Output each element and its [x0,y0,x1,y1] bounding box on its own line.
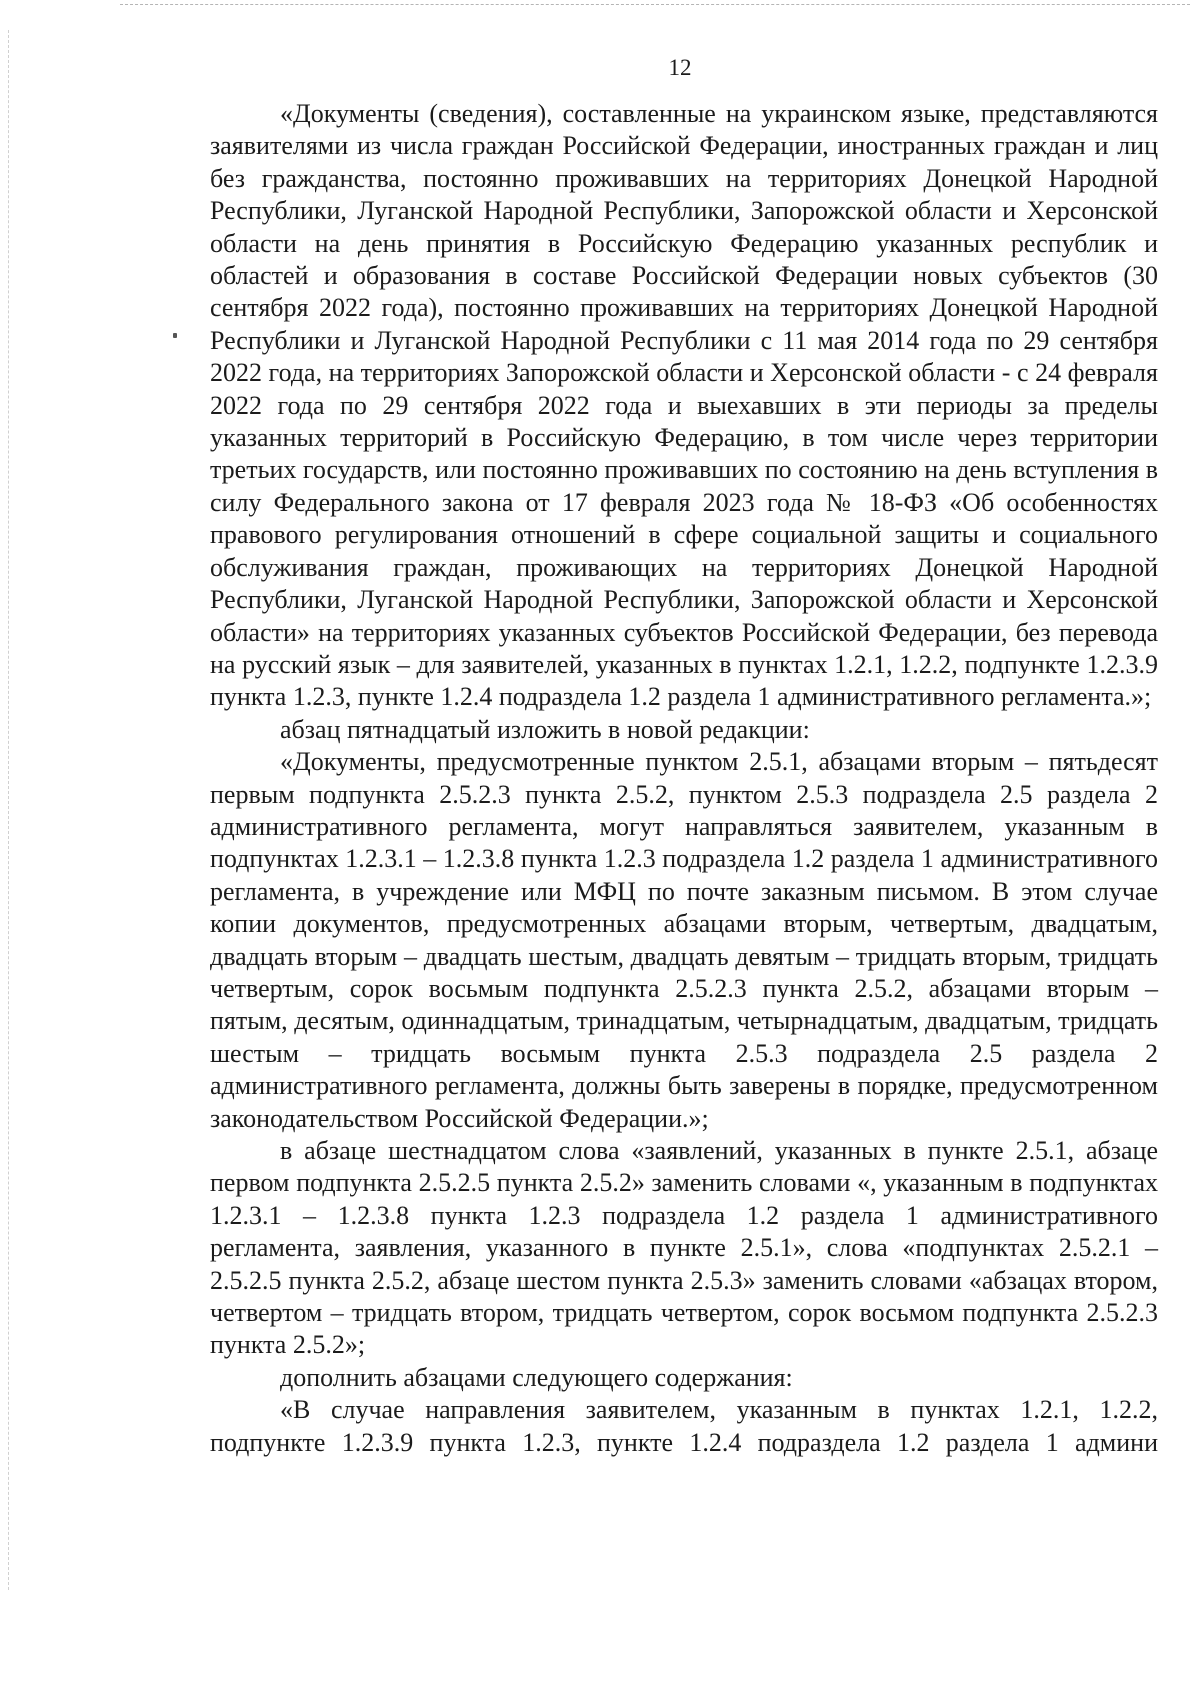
scan-speck [173,333,177,338]
paragraph: абзац пятнадцатый изложить в новой редакции: [280,714,810,744]
paragraph: дополнить абзацами следующего содержания: [280,1362,793,1392]
scan-border-left [8,30,10,1590]
document-body [210,98,1158,1459]
paragraph: в абзаце шестнадцатом слова «заявлений, указанных в пункте 2.5.1, абзаце первом подпункта 2.5.2.5 пункта 2.5.2» заменить словами «, указанным в подпунктах 1.2.3.1 – 1.2.3.8 пункта 1.2.3 подраздела 1.2 раздела 1 административного регламента, заявления, указанного в пункте 2.5.1», слова «подпунктах 2.5.2.1 – 2.5.2.5 пункта 2.5.2, абзаце шестом пункта 2.5.3» заменить словами «абзацах втором, четвертом – тридцать втором, тридцать четвертом, сорок восьмом подпункта 2.5.2.3 пункта 2.5.2»; [210,1136,1158,1360]
paragraph: «Документы (сведения), составленные на украинском языке, представляются заявителями из числа граждан Российской Федерации, иностранных граждан и лиц без гражданства, постоянно проживавших на территориях Донецкой Народной Республики, Луганской Народной Республики, Запорожской области и Херсонской области на день принятия в Российскую Федерацию указанных республик и областей и образования в составе Российской Федерации новых субъектов (30 сентября 2022 года), постоянно проживавших на территориях Донецкой Народной Республики и Луганской Народной Республики с 11 мая 2014 года по 29 сентября 2022 года, на территориях Запорожской области и Херсонской области - с 24 февраля 2022 года по 29 сентября 2022 года и выехавших в эти периоды за пределы указанных территорий в Российскую Федерацию, в том числе через территории третьих государств, или постоянно проживавших по состоянию на день вступления в силу Федерального закона от 17 февраля 2023 года № 18-ФЗ «Об особенностях правового регулирования отношений в сфере социальной защиты и социального обслуживания граждан, проживающих на территориях Донецкой Народной Республики, Луганской Народной Республики, Запорожской области и Херсонской области» на территориях указанных субъектов Российской Федерации, без перевода на русский язык – для заявителей, указанных в пунктах 1.2.1, 1.2.2, подпункте 1.2.3.9 пункта 1.2.3, пункте 1.2.4 подраздела 1.2 раздела 1 административного регламента.»; [210,99,1158,712]
paragraph: «Документы, предусмотренные пунктом 2.5.1, абзацами вторым – пятьдесят первым подпункта 2.5.2.3 пункта 2.5.2, пунктом 2.5.3 подраздела 2.5 раздела 2 административного регламента, могут направляться заявителем, указанным в подпунктах 1.2.3.1 – 1.2.3.8 пункта 1.2.3 подраздела 1.2 раздела 1 административного регламента, в учреждение или МФЦ по почте заказным письмом. В этом случае копии документов, предусмотренных абзацами вторым, четвертым, двадцатым, двадцать вторым – двадцать шестым, двадцать девятым – тридцать вторым, тридцать четвертым, сорок восьмым подпункта 2.5.2.3 пункта 2.5.2, абзацами вторым – пятым, десятым, одиннадцатым, тринадцатым, четырнадцатым, двадцатым, тридцать шестым – тридцать восьмым пункта 2.5.3 подраздела 2.5 раздела 2 административного регламента, должны быть заверены в порядке, предусмотренном законодательством Российской Федерации.»; [210,747,1158,1133]
paragraph: «В случае направления заявителем, указанным в пунктах 1.2.1, 1.2.2, подпункте 1.2.3.9 пункта 1.2.3, пункте 1.2.4 подраздела 1.2 раздела 1 админи [210,1395,1158,1457]
page-number: 12 [668,55,692,80]
scan-border-top [120,4,1190,6]
